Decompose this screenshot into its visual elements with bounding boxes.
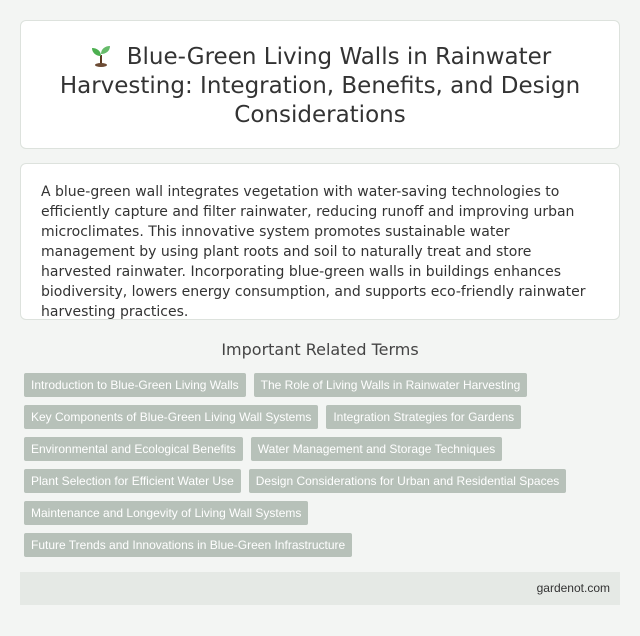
term-tag-environmental-benefits[interactable]: Environmental and Ecological Benefits	[24, 437, 243, 461]
term-row	[24, 405, 620, 429]
term-tag-future-trends[interactable]: Future Trends and Innovations in Blue-Green Infrastructure	[24, 533, 352, 557]
related-terms-heading: Important Related Terms	[221, 340, 419, 359]
term-row	[24, 501, 620, 525]
footer-site-link[interactable]: gardenot.com	[536, 581, 610, 595]
term-tag-plant-selection[interactable]: Plant Selection for Efficient Water Use	[24, 469, 241, 493]
term-tag-water-management[interactable]: Water Management and Storage Techniques	[251, 437, 502, 461]
page-title	[51, 43, 589, 130]
term-tag-integration-strategies[interactable]: Integration Strategies for Gardens	[326, 405, 521, 429]
term-row	[24, 437, 620, 461]
sprout-icon	[89, 43, 113, 67]
footer	[20, 572, 620, 605]
term-tag-maintenance[interactable]: Maintenance and Longevity of Living Wall Systems	[24, 501, 308, 525]
term-tag-role-of-living-walls[interactable]: The Role of Living Walls in Rainwater Harvesting	[254, 373, 528, 397]
term-tag-key-components[interactable]: Key Components of Blue-Green Living Wall Systems	[24, 405, 318, 429]
term-row	[24, 373, 620, 397]
term-tag-introduction[interactable]: Introduction to Blue-Green Living Walls	[24, 373, 246, 397]
term-row	[24, 533, 620, 557]
term-row	[24, 469, 620, 493]
page-title-text: Blue-Green Living Walls in Rainwater Harvesting: Integration, Benefits, and Design Considerations	[59, 44, 581, 128]
title-card	[20, 20, 620, 149]
related-terms-list	[24, 373, 620, 565]
term-tag-design-considerations[interactable]: Design Considerations for Urban and Residential Spaces	[249, 469, 567, 493]
description-card	[20, 163, 620, 320]
description-text: A blue-green wall integrates vegetation with water-saving technologies to efficiently capture and filter rainwater, reducing runoff and improving urban microclimates. This innovative system promotes sustainable water management by using plant roots and soil to naturally treat and store harvested rainwater. Incorporating blue-green walls in buildings enhances biodiversity, lowers energy consumption, and supports eco-friendly rainwater harvesting practices.	[41, 184, 586, 320]
